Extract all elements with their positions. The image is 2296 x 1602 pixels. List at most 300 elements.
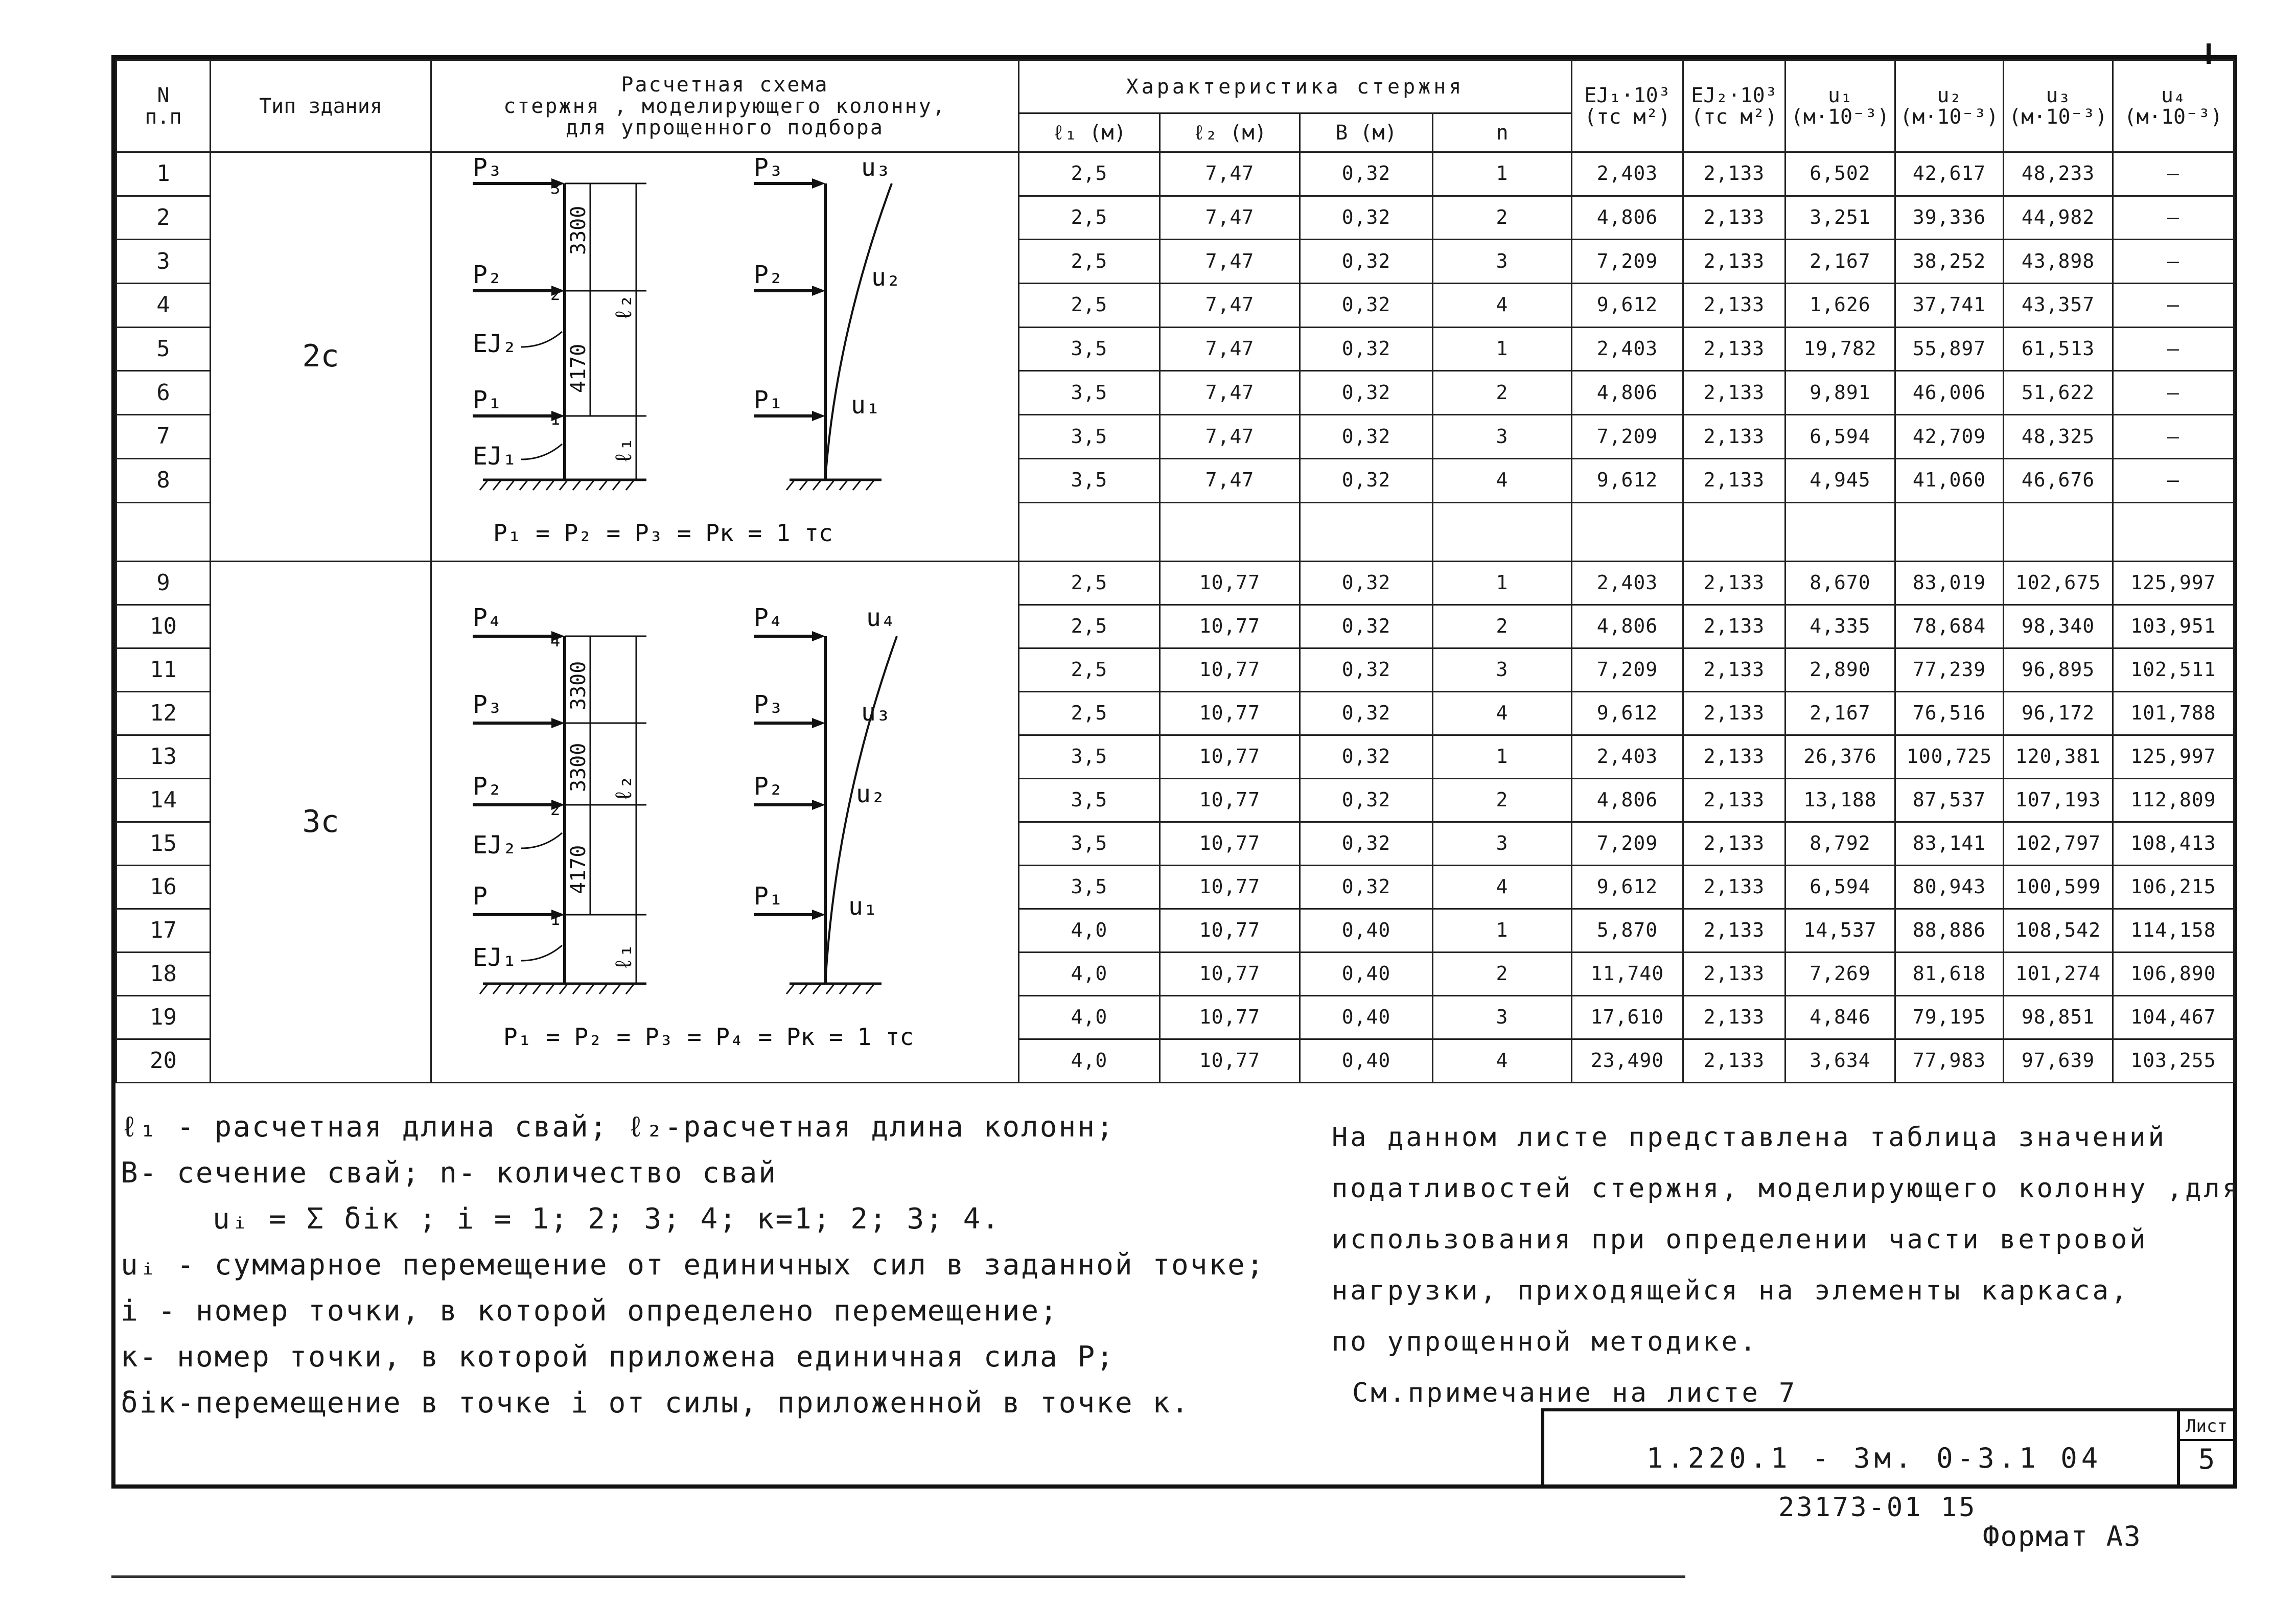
- ej1-cell: 4,806: [1572, 371, 1683, 415]
- note-line-3: uᵢ - суммарное перемещение от единичных сил в заданной точке;: [121, 1248, 1265, 1282]
- n-cell: 1: [1433, 561, 1572, 605]
- label-p2-right: P₂: [754, 772, 783, 801]
- u4-cell: 125,997: [2113, 561, 2234, 605]
- u4-cell: 101,788: [2113, 691, 2234, 735]
- header-schema-line2: стержня , моделирующего колонну,: [503, 94, 946, 118]
- ej1-cell: 11,740: [1572, 952, 1683, 995]
- ej1-cell: 4,806: [1572, 605, 1683, 648]
- header-u4-unit: (м·10⁻³): [2124, 105, 2223, 129]
- row-number: 16: [117, 865, 211, 909]
- header-ej2-unit: (тс м²): [1691, 105, 1777, 129]
- u3-cell: 48,233: [2004, 152, 2113, 196]
- l1-cell: 3,5: [1019, 415, 1160, 459]
- u1-cell: 8,670: [1785, 561, 1895, 605]
- l1-cell: 2,5: [1019, 691, 1160, 735]
- u4-cell: —: [2113, 284, 2234, 328]
- note-line-6: δiк-перемещение в точке i от силы, приложенной в точке к.: [121, 1386, 1190, 1420]
- ground-right-hatch: [866, 480, 874, 490]
- ej1-cell: 17,610: [1572, 995, 1683, 1039]
- l2-cell: 10,77: [1160, 561, 1300, 605]
- ej2-cell: 2,133: [1683, 735, 1785, 778]
- ej1-cell: 7,209: [1572, 240, 1683, 284]
- ej1-cell: 2,403: [1572, 327, 1683, 371]
- header-ej1-unit: (тс м²): [1584, 105, 1671, 129]
- label-p3: P₃: [473, 153, 502, 182]
- title-block: [1541, 1408, 2233, 1485]
- header-row-number: [117, 60, 211, 152]
- leader-ej1: [521, 945, 562, 961]
- label-u4: u₄: [866, 603, 896, 632]
- u2-cell: 80,943: [1895, 865, 2004, 909]
- empty-cell: [1019, 502, 1160, 561]
- u1-cell: 14,537: [1785, 909, 1895, 952]
- u3-cell: 97,639: [2004, 1039, 2113, 1082]
- u3-cell: 44,982: [2004, 196, 2113, 240]
- u4-cell: 103,951: [2113, 605, 2234, 648]
- l1-cell: 3,5: [1019, 371, 1160, 415]
- ground-right-hatch: [786, 480, 795, 490]
- note-line-2: B- сечение свай; n- количество свай: [121, 1156, 778, 1190]
- label-u2: u₂: [856, 779, 886, 808]
- u3-cell: 107,193: [2004, 778, 2113, 822]
- ej1-cell: 5,870: [1572, 909, 1683, 952]
- row-number: 9: [117, 561, 211, 605]
- ground-right-hatch: [813, 984, 821, 994]
- u3-cell: 98,340: [2004, 605, 2113, 648]
- u4-cell: —: [2113, 152, 2234, 196]
- empty-cell: [1572, 502, 1683, 561]
- force-p3-right-head: [812, 718, 825, 728]
- schema-2c-diagram: [432, 153, 1019, 556]
- row-number: 8: [117, 458, 211, 502]
- label-p4: P₄: [473, 603, 502, 632]
- row-number: 5: [117, 327, 211, 371]
- ground-right-hatch: [826, 984, 834, 994]
- ej1-cell: 2,403: [1572, 152, 1683, 196]
- force-p2-right-head: [812, 800, 825, 810]
- l2-cell: 10,77: [1160, 909, 1300, 952]
- header-u4: [2113, 60, 2234, 152]
- desc-line-3: использования при определении части ветровой: [1332, 1224, 2148, 1255]
- header-schema-line3: для упрощенного подбора: [566, 115, 884, 140]
- u1-cell: 2,890: [1785, 648, 1895, 691]
- u3-cell: 102,797: [2004, 822, 2113, 865]
- empty-cell: [1160, 502, 1300, 561]
- dim-4170: 4170: [567, 343, 590, 393]
- b-cell: 0,32: [1300, 691, 1433, 735]
- dim-l1: ℓ₁: [611, 943, 637, 971]
- header-no: N: [157, 83, 170, 107]
- u3-cell: 48,325: [2004, 415, 2113, 459]
- row-number: 7: [117, 415, 211, 459]
- ej2-cell: 2,133: [1683, 284, 1785, 328]
- ej2-cell: 2,133: [1683, 865, 1785, 909]
- header-u3: [2004, 60, 2113, 152]
- point-4: 4: [550, 631, 561, 651]
- deflection-curve: [825, 636, 897, 984]
- l2-cell: 7,47: [1160, 327, 1300, 371]
- u3-cell: 43,898: [2004, 240, 2113, 284]
- header-u4-name: u₄: [2161, 83, 2186, 107]
- label-u1: u₁: [851, 391, 880, 420]
- u3-cell: 98,851: [2004, 995, 2113, 1039]
- label-ej2: EJ₂: [473, 830, 517, 860]
- u1-cell: 6,594: [1785, 865, 1895, 909]
- l1-cell: 4,0: [1019, 952, 1160, 995]
- u1-cell: 7,269: [1785, 952, 1895, 995]
- paper-format: Формат А3: [1983, 1520, 2142, 1552]
- ej1-cell: 9,612: [1572, 284, 1683, 328]
- header-l2: ℓ₂ (м): [1160, 113, 1300, 152]
- u2-cell: 76,516: [1895, 691, 2004, 735]
- l1-cell: 3,5: [1019, 822, 1160, 865]
- n-cell: 4: [1433, 691, 1572, 735]
- l2-cell: 7,47: [1160, 240, 1300, 284]
- label-p1-right: P₁: [754, 386, 783, 414]
- point-3: 3: [550, 178, 561, 198]
- u4-cell: 108,413: [2113, 822, 2234, 865]
- label-p3-right: P₃: [754, 690, 783, 719]
- ground-left-hatch: [573, 984, 581, 994]
- n-cell: 3: [1433, 648, 1572, 691]
- ground-left-hatch: [546, 984, 554, 994]
- u1-cell: 3,634: [1785, 1039, 1895, 1082]
- l1-cell: 2,5: [1019, 648, 1160, 691]
- ground-right-hatch: [800, 984, 808, 994]
- ground-left-hatch: [480, 480, 488, 490]
- row-number: 12: [117, 691, 211, 735]
- label-u1: u₁: [848, 892, 878, 921]
- b-cell: 0,32: [1300, 240, 1433, 284]
- u3-cell: 43,357: [2004, 284, 2113, 328]
- row-number: 11: [117, 648, 211, 691]
- leader-ej2: [521, 833, 562, 848]
- ground-left-hatch: [573, 480, 581, 490]
- sheet-description: [1332, 1112, 2241, 1419]
- inventory-number: 23173-01 15: [1778, 1492, 1977, 1523]
- header-u3-unit: (м·10⁻³): [2009, 105, 2107, 129]
- u1-cell: 26,376: [1785, 735, 1895, 778]
- u4-cell: 125,997: [2113, 735, 2234, 778]
- u4-cell: —: [2113, 196, 2234, 240]
- label-p4-right: P₄: [754, 603, 783, 632]
- note-line-5: к- номер точки, в которой приложена единичная сила P;: [121, 1340, 1115, 1374]
- building-type: 3с: [211, 561, 431, 1082]
- u4-cell: —: [2113, 415, 2234, 459]
- l2-cell: 7,47: [1160, 458, 1300, 502]
- sheet-number: 5: [2198, 1443, 2215, 1475]
- l2-cell: 10,77: [1160, 735, 1300, 778]
- l1-cell: 3,5: [1019, 327, 1160, 371]
- u4-cell: —: [2113, 240, 2234, 284]
- corner-mark: [2207, 43, 2211, 64]
- ej2-cell: 2,133: [1683, 371, 1785, 415]
- ground-left-hatch: [533, 480, 541, 490]
- header-schema-line1: Расчетная схема: [621, 73, 829, 97]
- l2-cell: 10,77: [1160, 648, 1300, 691]
- row-number: 14: [117, 778, 211, 822]
- label-ej2: EJ₂: [473, 330, 517, 358]
- u1-cell: 2,167: [1785, 240, 1895, 284]
- drawing-sheet: [111, 55, 2241, 1489]
- empty-cell: [1433, 502, 1572, 561]
- header-no-sub: п.п: [145, 105, 182, 129]
- u4-cell: —: [2113, 371, 2234, 415]
- b-cell: 0,32: [1300, 735, 1433, 778]
- n-cell: 1: [1433, 735, 1572, 778]
- building-type: 2с: [211, 152, 431, 562]
- label-p3-right: P₃: [754, 153, 783, 182]
- ej2-cell: 2,133: [1683, 152, 1785, 196]
- u1-cell: 13,188: [1785, 778, 1895, 822]
- empty-cell: [2004, 502, 2113, 561]
- ej2-cell: 2,133: [1683, 196, 1785, 240]
- force-p4-right-head: [812, 631, 825, 641]
- ej1-cell: 9,612: [1572, 691, 1683, 735]
- ej2-cell: 2,133: [1683, 415, 1785, 459]
- row-number: 19: [117, 995, 211, 1039]
- u2-cell: 83,019: [1895, 561, 2004, 605]
- u2-cell: 78,684: [1895, 605, 2004, 648]
- l1-cell: 4,0: [1019, 909, 1160, 952]
- ground-right-hatch: [786, 984, 795, 994]
- l1-cell: 3,5: [1019, 458, 1160, 502]
- ej2-cell: 2,133: [1683, 822, 1785, 865]
- design-schema: [431, 561, 1019, 1082]
- l2-cell: 10,77: [1160, 691, 1300, 735]
- ground-left-hatch: [613, 480, 621, 490]
- header-ej2-name: EJ₂·10³: [1691, 83, 1777, 107]
- u2-cell: 79,195: [1895, 995, 2004, 1039]
- label-u2: u₂: [871, 263, 901, 292]
- sheet-number-cell: [2177, 1411, 2233, 1488]
- legend-notes: [121, 1104, 1311, 1426]
- u1-cell: 8,792: [1785, 822, 1895, 865]
- design-schema: [431, 152, 1019, 562]
- dim-3300-a: 3300: [567, 661, 590, 710]
- l2-cell: 7,47: [1160, 152, 1300, 196]
- b-cell: 0,32: [1300, 327, 1433, 371]
- schema-caption: P₁ = P₂ = P₃ = P₄ = Pк = 1 тс: [503, 1023, 914, 1051]
- u2-cell: 88,886: [1895, 909, 2004, 952]
- point-1: 1: [550, 909, 561, 929]
- label-u3: u₃: [861, 698, 891, 727]
- deflection-curve: [825, 183, 892, 480]
- b-cell: 0,40: [1300, 995, 1433, 1039]
- point-1: 1: [550, 409, 561, 429]
- header-u1: [1785, 60, 1895, 152]
- ground-left-hatch: [586, 984, 594, 994]
- ej2-cell: 2,133: [1683, 648, 1785, 691]
- n-cell: 1: [1433, 152, 1572, 196]
- n-cell: 2: [1433, 371, 1572, 415]
- ej2-cell: 2,133: [1683, 952, 1785, 995]
- u3-cell: 102,675: [2004, 561, 2113, 605]
- dim-l1: ℓ₁: [611, 437, 637, 465]
- u4-cell: 104,467: [2113, 995, 2234, 1039]
- n-cell: 2: [1433, 605, 1572, 648]
- u4-cell: 114,158: [2113, 909, 2234, 952]
- header-u2-unit: (м·10⁻³): [1900, 105, 1999, 129]
- header-characteristics: Характеристика стержня: [1019, 60, 1572, 113]
- row-number: 2: [117, 196, 211, 240]
- l1-cell: 2,5: [1019, 284, 1160, 328]
- ej2-cell: 2,133: [1683, 995, 1785, 1039]
- force-p1-right-head: [812, 411, 825, 421]
- u2-cell: 37,741: [1895, 284, 2004, 328]
- header-b: B (м): [1300, 113, 1433, 152]
- u4-cell: 102,511: [2113, 648, 2234, 691]
- row-number: 6: [117, 371, 211, 415]
- b-cell: 0,32: [1300, 561, 1433, 605]
- l1-cell: 3,5: [1019, 865, 1160, 909]
- u3-cell: 108,542: [2004, 909, 2113, 952]
- n-cell: 4: [1433, 284, 1572, 328]
- header-u3-name: u₃: [2046, 83, 2071, 107]
- table-row: [117, 152, 2234, 196]
- u4-cell: —: [2113, 327, 2234, 371]
- label-p3: P₃: [473, 690, 502, 719]
- b-cell: 0,32: [1300, 458, 1433, 502]
- u1-cell: 6,502: [1785, 152, 1895, 196]
- bottom-rule: [111, 1575, 1685, 1578]
- u3-cell: 101,274: [2004, 952, 2113, 995]
- u4-cell: 106,215: [2113, 865, 2234, 909]
- l2-cell: 7,47: [1160, 415, 1300, 459]
- ej1-cell: 9,612: [1572, 865, 1683, 909]
- u2-cell: 41,060: [1895, 458, 2004, 502]
- l1-cell: 4,0: [1019, 995, 1160, 1039]
- u1-cell: 4,945: [1785, 458, 1895, 502]
- ej1-cell: 7,209: [1572, 822, 1683, 865]
- u2-cell: 77,983: [1895, 1039, 2004, 1082]
- header-n: n: [1433, 113, 1572, 152]
- l1-cell: 2,5: [1019, 605, 1160, 648]
- header-ej2: [1683, 60, 1785, 152]
- ground-right-hatch: [853, 480, 861, 490]
- note-line-1: ℓ₁ - расчетная длина свай; ℓ₂-расчетная длина колонн;: [121, 1110, 1115, 1144]
- l2-cell: 10,77: [1160, 952, 1300, 995]
- empty-cell: [1300, 502, 1433, 561]
- n-cell: 4: [1433, 865, 1572, 909]
- n-cell: 2: [1433, 778, 1572, 822]
- label-p2: P₂: [473, 772, 502, 801]
- l2-cell: 10,77: [1160, 1039, 1300, 1082]
- label-u3: u₃: [861, 153, 891, 182]
- header-u1-unit: (м·10⁻³): [1791, 105, 1890, 129]
- u3-cell: 51,622: [2004, 371, 2113, 415]
- header-building-type: Тип здания: [211, 60, 431, 152]
- u3-cell: 120,381: [2004, 735, 2113, 778]
- ground-left-hatch: [586, 480, 594, 490]
- leader-ej1: [521, 444, 562, 459]
- b-cell: 0,40: [1300, 909, 1433, 952]
- ground-left-hatch: [493, 480, 501, 490]
- ground-left-hatch: [506, 984, 515, 994]
- l1-cell: 2,5: [1019, 561, 1160, 605]
- row-number: 3: [117, 240, 211, 284]
- ground-left-hatch: [506, 480, 515, 490]
- l2-cell: 7,47: [1160, 196, 1300, 240]
- b-cell: 0,32: [1300, 371, 1433, 415]
- ej1-cell: 7,209: [1572, 648, 1683, 691]
- ej1-cell: 2,403: [1572, 561, 1683, 605]
- ground-left-hatch: [546, 480, 554, 490]
- u2-cell: 46,006: [1895, 371, 2004, 415]
- label-p2: P₂: [473, 261, 502, 289]
- b-cell: 0,32: [1300, 605, 1433, 648]
- ground-left-hatch: [613, 984, 621, 994]
- header-schema: [431, 60, 1019, 152]
- u1-cell: 2,167: [1785, 691, 1895, 735]
- l2-cell: 10,77: [1160, 865, 1300, 909]
- ej2-cell: 2,133: [1683, 605, 1785, 648]
- header-u2-name: u₂: [1937, 83, 1962, 107]
- l1-cell: 3,5: [1019, 778, 1160, 822]
- row-number: 17: [117, 909, 211, 952]
- b-cell: 0,40: [1300, 952, 1433, 995]
- document-code: 1.220.1 - 3м. 0-3.1 04: [1646, 1442, 2102, 1474]
- schema-caption: P₁ = P₂ = P₃ = Pк = 1 тс: [493, 519, 833, 547]
- ground-right-hatch: [866, 984, 874, 994]
- ground-left-hatch: [480, 984, 488, 994]
- ej1-cell: 23,490: [1572, 1039, 1683, 1082]
- u2-cell: 100,725: [1895, 735, 2004, 778]
- u2-cell: 77,239: [1895, 648, 2004, 691]
- ej2-cell: 2,133: [1683, 327, 1785, 371]
- u1-cell: 6,594: [1785, 415, 1895, 459]
- n-cell: 2: [1433, 952, 1572, 995]
- compliance-table: [115, 59, 2235, 1083]
- u3-cell: 61,513: [2004, 327, 2113, 371]
- dim-3300: 3300: [567, 205, 590, 255]
- b-cell: 0,32: [1300, 196, 1433, 240]
- desc-line-5: по упрощенной методике.: [1332, 1327, 1759, 1357]
- u2-cell: 42,617: [1895, 152, 2004, 196]
- empty-cell: [1785, 502, 1895, 561]
- u4-cell: 112,809: [2113, 778, 2234, 822]
- n-cell: 3: [1433, 822, 1572, 865]
- dim-4170: 4170: [567, 845, 590, 894]
- b-cell: 0,32: [1300, 648, 1433, 691]
- schema-3c-diagram: [432, 562, 1019, 1073]
- ground-left-hatch: [599, 480, 608, 490]
- row-number: 1: [117, 152, 211, 196]
- u4-cell: —: [2113, 458, 2234, 502]
- u2-cell: 87,537: [1895, 778, 2004, 822]
- u2-cell: 83,141: [1895, 822, 2004, 865]
- n-cell: 3: [1433, 240, 1572, 284]
- l1-cell: 2,5: [1019, 152, 1160, 196]
- u3-cell: 96,172: [2004, 691, 2113, 735]
- label-p2-right: P₂: [754, 261, 783, 289]
- ground-left-hatch: [626, 984, 634, 994]
- b-cell: 0,32: [1300, 152, 1433, 196]
- empty-cell: [1895, 502, 2004, 561]
- u1-cell: 4,335: [1785, 605, 1895, 648]
- row-number: 10: [117, 605, 211, 648]
- table-row: [117, 561, 2234, 605]
- l2-cell: 7,47: [1160, 284, 1300, 328]
- dim-l2: ℓ₂: [611, 294, 637, 321]
- empty-cell: [1683, 502, 1785, 561]
- row-number: 18: [117, 952, 211, 995]
- label-p: P: [473, 881, 488, 911]
- u2-cell: 38,252: [1895, 240, 2004, 284]
- ej2-cell: 2,133: [1683, 1039, 1785, 1082]
- ej2-cell: 2,133: [1683, 561, 1785, 605]
- row-number: 4: [117, 284, 211, 328]
